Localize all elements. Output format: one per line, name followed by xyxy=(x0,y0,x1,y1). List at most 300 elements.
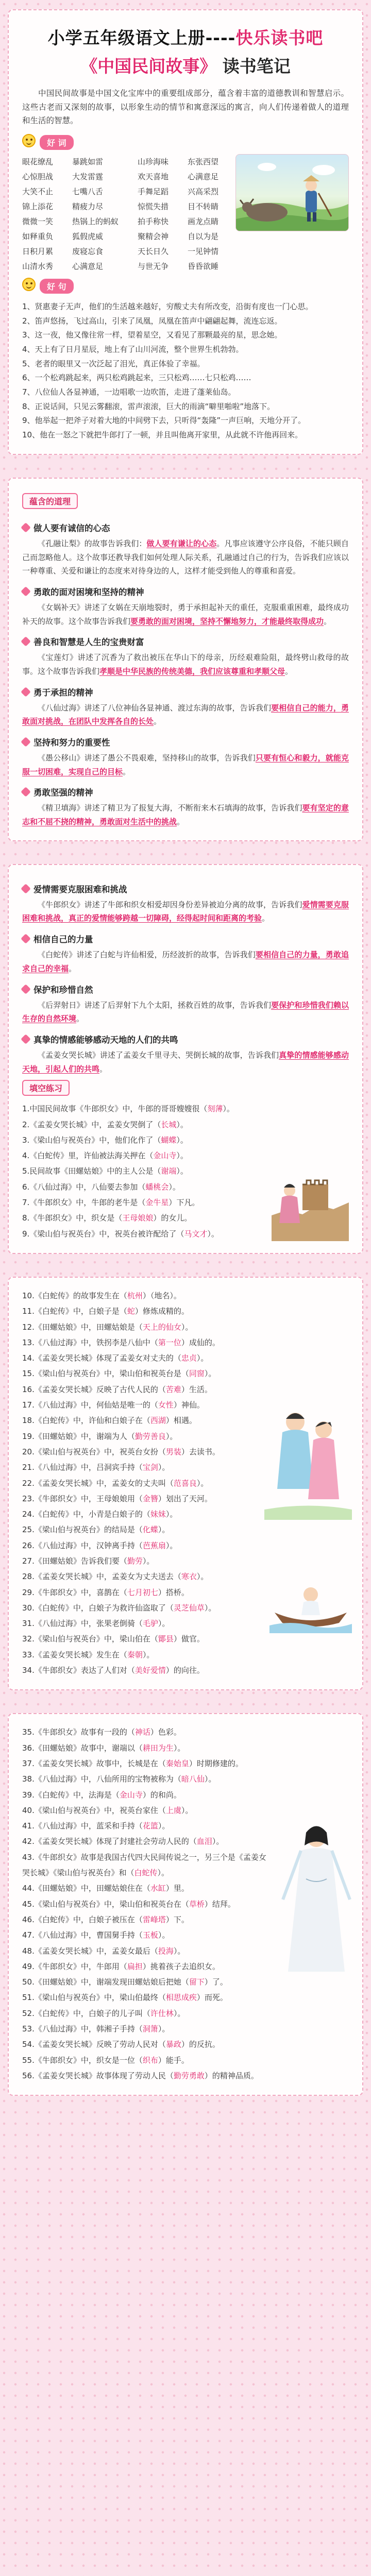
quiz-question: 48.《孟姜女哭长城》中，孟姜女最后（ xyxy=(22,1946,158,1956)
quiz-answer: 谢端 xyxy=(161,1166,177,1176)
moral-heading xyxy=(22,933,349,945)
moral-text-before: 《八仙过海》讲述了八位神仙各显神通、渡过东海的故事，告诉我们 xyxy=(38,703,272,713)
quiz-item xyxy=(22,1476,261,1491)
quiz-question: 30.《白蛇传》中，白娘子为救许仙盗取了（ xyxy=(22,1603,174,1613)
quiz-item xyxy=(22,1319,261,1335)
moral-heading xyxy=(22,736,349,748)
moral-heading xyxy=(22,786,349,798)
good-sentences-tag: 好 句 xyxy=(40,279,74,294)
quiz-question: 46.《白蛇传》中，白娘子被压在（ xyxy=(22,1914,143,1924)
quiz-answer: 勤劳勇敢 xyxy=(173,2071,205,2080)
quiz-answer: 苦难 xyxy=(165,1384,181,1394)
good-word: 天长日久 xyxy=(138,246,169,256)
quiz-item xyxy=(22,1803,272,1818)
quiz-question: 16.《孟姜女哭长城》反映了古代人民的（ xyxy=(22,1384,166,1394)
quiz-end: ）。 xyxy=(165,1510,178,1519)
quiz-item xyxy=(22,1756,272,1771)
quiz-end: ）而死。 xyxy=(196,1993,228,2003)
good-word: 一见钟情 xyxy=(188,246,219,256)
good-word: 昏昏欲睡 xyxy=(188,261,219,271)
quiz-question: 52.《白蛇传》中，白娘子的儿子叫（ xyxy=(22,2008,150,2018)
quiz-answer: 范喜良 xyxy=(173,1478,197,1488)
moral-text-before: 《后羿射日》讲述了后羿射下九个太阳，拯救百姓的故事，告诉我们 xyxy=(38,1000,272,1010)
quiz-end: ）下凡。 xyxy=(168,1198,200,1208)
good-word: 拍手称快 xyxy=(138,216,169,226)
quiz-question: 50.《田螺姑娘》中，谢端发现田螺姑娘后把她（ xyxy=(22,1977,189,1987)
quiz-item xyxy=(22,2053,272,2068)
moral-text-after: 。 xyxy=(76,1014,85,1024)
moral-body xyxy=(22,601,349,628)
good-sentence: 8、正说话间，只见云雾翻滚，雷声滚滚，巨大的雨滴“噼里啪啦”地落下。 xyxy=(22,401,275,411)
moral-text-after: 。 xyxy=(324,616,332,626)
card-morals-2 xyxy=(8,864,363,1254)
quiz-answer: 美好爱情 xyxy=(134,1666,166,1675)
quiz-question: 41.《八仙过海》中，蓝采和手持（ xyxy=(22,1821,143,1831)
quiz-end: ）相遇。 xyxy=(165,1416,197,1426)
quiz-answer: 金簪 xyxy=(142,1494,158,1503)
moral-heading xyxy=(22,983,349,995)
quiz-end: ）。 xyxy=(223,1104,234,1114)
moral-text-after: 。 xyxy=(123,767,131,776)
quiz-item xyxy=(22,1569,261,1584)
moral-heading xyxy=(22,686,349,698)
good-word: 精疲力尽 xyxy=(72,201,104,211)
quiz-answer: 天上的仙女 xyxy=(142,1322,181,1332)
quiz-end: ）。 xyxy=(204,1369,216,1379)
good-sentence: 2、笛声悠扬，飞过高山，引来了凤凰，凤凰在笛声中翩翩起舞，流连忘返。 xyxy=(22,316,282,326)
quiz-item xyxy=(22,1288,261,1303)
good-word: 心满意足 xyxy=(72,261,104,271)
quiz-item xyxy=(22,1663,261,1678)
quiz-question: 4.《白蛇传》里，许仙被法海关押在（ xyxy=(22,1151,154,1161)
moral-text-after: 。 xyxy=(177,817,185,827)
quiz-question: 12.《田螺姑娘》中，田螺姑娘是（ xyxy=(22,1322,143,1332)
moral-highlight: 要相信自己的力量，勇敢追求自己的幸福 xyxy=(22,950,349,973)
good-word: 兴高采烈 xyxy=(188,187,219,196)
quiz-answer: 同窗 xyxy=(189,1369,205,1379)
good-word: 惊慌失措 xyxy=(138,201,169,211)
boat-illustration xyxy=(269,1566,352,1633)
good-word: 欢天喜地 xyxy=(138,172,169,181)
quiz-item xyxy=(22,1506,261,1522)
quiz-question: 6.《八仙过海》中，八仙要去参加（ xyxy=(22,1182,146,1192)
quiz-item xyxy=(22,1724,272,1740)
quiz-question: 38.《八仙过海》中，八仙所用的宝物被称为（ xyxy=(22,1774,181,1784)
good-word: 日积月累 xyxy=(22,246,54,256)
quiz-item xyxy=(22,2037,272,2052)
moral-body xyxy=(22,801,349,828)
quiz-question: 8.《牛郎织女》中，织女是（ xyxy=(22,1213,123,1223)
quiz-item xyxy=(22,1397,261,1413)
moral-text-before: 《白蛇传》讲述了白蛇与许仙相爱，历经波折的故事，告诉我们 xyxy=(38,950,256,960)
quiz-end: ）色彩。 xyxy=(150,1727,181,1737)
moral-text-after: 。 xyxy=(262,913,270,923)
moral-highlight: 做人要有谦让的心态 xyxy=(146,538,217,548)
quiz-end: ）成仙的。 xyxy=(181,1337,220,1347)
quiz-end: ）结拜。 xyxy=(204,1899,235,1909)
quiz-answer: 勤劳善良 xyxy=(134,1431,166,1441)
good-word: 微微一笑 xyxy=(22,216,54,226)
quiz-question: 37.《孟姜女哭长城》故事中，长城是在（ xyxy=(22,1758,166,1768)
moral-text-before: 《孔融让梨》的故事告诉我们： xyxy=(38,538,147,548)
quiz-question: 36.《田螺姑娘》故事中，谢端以（ xyxy=(22,1743,143,1753)
quiz-item xyxy=(22,1631,261,1647)
quiz-answer: 上虞 xyxy=(165,1805,181,1815)
smiley-icon xyxy=(22,278,36,291)
quiz-item xyxy=(22,1959,272,1974)
quiz-answer: 刻薄 xyxy=(207,1104,223,1114)
quiz-answer: 化蝶 xyxy=(142,1525,158,1535)
quiz-answer: 第一位 xyxy=(158,1337,181,1347)
quiz-end: ）。 xyxy=(181,1322,193,1332)
good-word: 七嘴八舌 xyxy=(72,187,104,196)
great-wall-illustration xyxy=(272,1154,349,1241)
moral-highlight: 要勇敢的面对困境，坚持不懈地努力，才能最终取得成功 xyxy=(130,616,324,626)
quiz-end: ）。 xyxy=(157,1868,170,1878)
quiz-end: ）搭桥。 xyxy=(158,1587,189,1597)
quiz-answer: 秦始皇 xyxy=(165,1758,189,1768)
quiz-question: 28.《孟姜女哭长城》中，孟姜女为丈夫送去（ xyxy=(22,1572,181,1582)
quiz-end: ）的反抗。 xyxy=(181,2040,220,2049)
quiz-question: 17.《八仙过海》中，何仙姑是唯一的（ xyxy=(22,1400,158,1410)
quiz-end: ）。 xyxy=(158,1463,170,1472)
moral-text-before: 《愚公移山》讲述了愚公不畏艰难，坚持移山的故事，告诉我们 xyxy=(38,753,256,763)
quiz-answer: 灵芝仙草 xyxy=(173,1603,205,1613)
quiz-end: ）。 xyxy=(196,1478,209,1488)
quiz-end: ）的女儿。 xyxy=(153,1213,192,1223)
quiz-end: ）能手。 xyxy=(158,2055,189,2065)
quiz-answer: 宝剑 xyxy=(142,1463,158,1472)
moral-body xyxy=(22,948,349,975)
quiz-question: 9.《梁山伯与祝英台》中，祝英台被许配给了（ xyxy=(22,1229,184,1239)
moral-text-after: 。凡事应该遵守公序良俗，不能只顾自己而忽略他人。这个故事还教导我们如何处理人际关系，孔融通过自己的行为，告诉我们应该以一种尊重、关爱和谦让的态度来对待身边的人，这样才能受到他人的尊重和喜爱。 xyxy=(22,538,349,576)
card-quiz-2 xyxy=(8,1277,363,1690)
quiz-question: 3.《梁山伯与祝英台》中，他们化作了（ xyxy=(22,1135,161,1145)
quiz-item xyxy=(22,1990,272,2005)
quiz-answer: 雷峰塔 xyxy=(142,1914,166,1924)
good-word: 狐假虎威 xyxy=(72,231,104,241)
quiz-end: ）。 xyxy=(176,1166,188,1176)
quiz-item xyxy=(22,1444,261,1460)
quiz-end: ）生活。 xyxy=(181,1384,212,1394)
quiz-question: 23.《牛郎织女》中，王母娘娘用（ xyxy=(22,1494,143,1503)
page-title xyxy=(22,25,349,49)
page-subtitle xyxy=(22,53,349,77)
quiz-answer: 长城 xyxy=(161,1120,177,1129)
quiz-answer: 花篮 xyxy=(142,1821,158,1831)
moral-heading xyxy=(22,585,349,598)
quiz-item xyxy=(22,1382,261,1397)
quiz-end: ）。 xyxy=(168,1182,180,1192)
quiz-answer: 血泪 xyxy=(196,1837,212,1846)
card-morals xyxy=(8,478,363,841)
quiz-end: ）（地名）。 xyxy=(142,1291,181,1300)
quiz-end: ）。 xyxy=(207,1229,219,1239)
quiz-item xyxy=(22,1101,349,1116)
quiz-question: 54.《孟姜女哭长城》反映了劳动人民对（ xyxy=(22,2040,166,2049)
quiz-end: ）。 xyxy=(204,1603,216,1613)
quiz-end: ）。 xyxy=(204,1774,216,1784)
moral-heading-text: 爱情需要克服困难和挑战 xyxy=(33,884,127,894)
quiz-question: 34.《牛郎织女》表达了人们对（ xyxy=(22,1666,135,1675)
quiz-item xyxy=(22,1553,261,1569)
quiz-end: ）。 xyxy=(196,1572,209,1582)
quiz-item xyxy=(22,2021,272,2037)
quiz-item xyxy=(22,1912,272,1927)
good-sentence: 6、一个松鸡跳起来，两只松鸡跳起来，三只松鸡……七只松鸡…… xyxy=(22,373,251,383)
quiz-end: ）。 xyxy=(176,1120,188,1129)
quiz-question: 22.《孟姜女哭长城》中，孟姜女的丈夫叫（ xyxy=(22,1478,174,1488)
quiz-question: 49.《牛郎织女》中，牛郎用（ xyxy=(22,1961,127,1971)
moral-heading-text: 坚持和努力的重要性 xyxy=(33,738,110,748)
quiz-question: 40.《梁山伯与祝英台》中，祝英台家住（ xyxy=(22,1805,166,1815)
moral-heading-text: 勇于承担的精神 xyxy=(33,687,93,698)
good-word: 心惊胆战 xyxy=(22,172,54,181)
title-prefix: 小学五年级语文上册---- xyxy=(47,28,236,48)
quiz-item xyxy=(22,1366,261,1381)
morals-2-wrap xyxy=(22,875,349,1076)
quiz-item xyxy=(22,1818,272,1834)
quiz-end: ）。 xyxy=(158,1619,170,1629)
quiz-end: ）。 xyxy=(173,1743,185,1753)
quiz-answer: 蟠桃会 xyxy=(145,1182,169,1192)
good-word: 热锅上的蚂蚁 xyxy=(72,216,119,226)
farmer-scene-icon xyxy=(236,155,349,231)
moral-heading-text: 做人要有诚信的心态 xyxy=(33,523,110,533)
quiz-end: ）神仙。 xyxy=(173,1400,205,1410)
moral-heading-text: 相信自己的力量 xyxy=(33,935,93,945)
quiz-answer: 耕田为生 xyxy=(142,1743,174,1753)
quiz-answer: 勤劳 xyxy=(127,1556,143,1566)
lady-illustration xyxy=(278,1817,355,1982)
quiz-end: ）。 xyxy=(212,1837,224,1846)
good-word: 自以为是 xyxy=(188,231,219,241)
quiz-question: 32.《梁山伯与祝英台》中，梁山伯在（ xyxy=(22,1634,158,1644)
couple-illustration xyxy=(264,1401,352,1520)
quiz-end: ）。 xyxy=(142,1556,155,1566)
quiz-item xyxy=(22,1335,261,1350)
quiz-answer: 玉板 xyxy=(142,1930,158,1940)
moral-highlight: 爱情需要克服困难和挑战，真正的爱情能够跨越一切障碍，经得起时间和距离的考验 xyxy=(22,900,349,923)
good-word: 废寝忘食 xyxy=(72,246,104,256)
quiz-answer: 蛇 xyxy=(127,1307,135,1316)
moral-highlight: 真挚的情感能够感动天地，引起人们的共鸣 xyxy=(22,1050,349,1074)
quiz-item xyxy=(22,1117,349,1132)
quiz-end: ）挑着孩子去追织女。 xyxy=(142,1961,220,1971)
morals-2-list xyxy=(22,875,349,1076)
quiz-question: 26.《八仙过海》中，汉钟离手持（ xyxy=(22,1540,143,1550)
good-word: 心满意足 xyxy=(188,172,219,181)
quiz-answer: 神话 xyxy=(134,1727,150,1737)
quiz-answer: 鄮县 xyxy=(158,1634,174,1644)
quiz-answer: 寒衣 xyxy=(181,1572,197,1582)
quiz-item xyxy=(22,1303,261,1319)
quiz-end: ）。 xyxy=(142,1650,155,1659)
good-sentence: 10、他在一怒之下就把牛郎打了一顿，并且叫他离开家里，从此就不许他再回来。 xyxy=(22,430,303,440)
moral-heading xyxy=(22,521,349,534)
quiz-item xyxy=(22,1927,272,1943)
quiz-question: 14.《孟姜女哭长城》体现了孟姜女对丈夫的（ xyxy=(22,1353,181,1363)
quiz-end: ）了。 xyxy=(204,1977,228,1987)
good-sentences-heading xyxy=(22,272,349,298)
quiz-item xyxy=(22,1585,261,1600)
moral-heading xyxy=(22,1033,349,1045)
quiz-end: ）修炼成精的。 xyxy=(134,1307,189,1316)
moral-highlight: 要保护和珍惜我们赖以生存的自然环境 xyxy=(22,1000,349,1024)
good-sentences-list xyxy=(22,300,349,442)
good-word: 暴跳如雷 xyxy=(72,157,104,166)
moral-body xyxy=(22,998,349,1026)
good-words-tag: 好 词 xyxy=(40,135,74,150)
quiz-answer: 白蛇传 xyxy=(134,1868,158,1878)
good-word: 大笑不止 xyxy=(22,187,54,196)
moral-highlight: 要相信自己的能力，勇敢面对挑战，在团队中发挥各自的长处 xyxy=(22,703,349,726)
quiz-question: 47.《八仙过海》中，曹国舅手持（ xyxy=(22,1930,143,1940)
moral-heading-text: 勇敢的面对困境和坚持的精神 xyxy=(33,587,144,597)
good-word: 聚精会神 xyxy=(138,231,169,241)
quiz-answer: 洞箫 xyxy=(142,2024,158,2034)
diamond-icon xyxy=(21,636,31,647)
good-sentence: 7、八位仙人各显神通，一边唱歌一边吹笛，走进了蓬莱仙岛。 xyxy=(22,387,236,397)
moral-heading xyxy=(22,635,349,648)
quiz-item xyxy=(22,1538,261,1553)
quiz-answer: 相思成疾 xyxy=(165,1993,197,2003)
good-words-grid xyxy=(22,154,230,272)
farmer-illustration xyxy=(235,154,349,231)
quiz-question: 1.中国民间故事《牛郎织女》中，牛郎的哥哥嫂嫂很（ xyxy=(22,1104,208,1114)
quiz-end: ）时期修建的。 xyxy=(189,1758,243,1768)
moral-text-before: 《女娲补天》讲述了女娲在天崩地裂时，勇于承担起补天的重任，克服重重困难，最终成功补天的故事。这个故事告诉我们 xyxy=(22,602,349,626)
moral-body xyxy=(22,751,349,778)
quiz-item xyxy=(22,1600,261,1616)
quiz-end: ）去读书。 xyxy=(181,1447,220,1456)
morals-list xyxy=(22,521,349,829)
book-name: 《中国民间故事》 xyxy=(80,56,217,76)
quiz-item xyxy=(22,1616,261,1631)
diamond-icon xyxy=(21,586,31,597)
quiz-end: ）。 xyxy=(176,1135,188,1145)
quiz-tag: 填空练习 xyxy=(22,1080,70,1096)
quiz-question: 56.《孟姜女哭长城》故事体现了劳动人民（ xyxy=(22,2071,174,2080)
moral-body xyxy=(22,1048,349,1076)
quiz-item xyxy=(22,1771,272,1787)
diamond-icon xyxy=(21,984,31,994)
quiz-question: 18.《白蛇传》中，许仙和白娘子在（ xyxy=(22,1416,150,1426)
quiz-item xyxy=(22,1880,272,1896)
moral-text-after: 。 xyxy=(69,963,77,973)
diamond-icon xyxy=(21,787,31,798)
quiz-question: 55.《牛郎织女》中，织女是一位（ xyxy=(22,2055,143,2065)
quiz-answer: 马文才 xyxy=(184,1229,208,1239)
quiz-item xyxy=(22,1974,272,1990)
quiz-item xyxy=(22,1740,272,1756)
moral-highlight: 只要有恒心和毅力，就能克服一切困难，实现自己的目标 xyxy=(22,753,349,776)
quiz-answer: 暗八仙 xyxy=(181,1774,205,1784)
good-word: 东张西望 xyxy=(188,157,219,166)
quiz-question: 45.《梁山伯与祝英台》中，梁山伯和祝英台在（ xyxy=(22,1899,189,1909)
quiz-answer: 留下 xyxy=(189,1977,205,1987)
quiz-item xyxy=(22,1413,261,1428)
good-word: 目不转睛 xyxy=(188,201,219,211)
moral-body xyxy=(22,701,349,728)
moral-heading-text: 善良和智慧是人生的宝贵财富 xyxy=(33,637,144,648)
moral-heading xyxy=(22,883,349,895)
moral-body xyxy=(22,898,349,925)
diamond-icon xyxy=(21,1034,31,1044)
quiz-question: 15.《梁山伯与祝英台》中，梁山伯和祝英台是（ xyxy=(22,1369,189,1379)
quiz-question: 29.《牛郎织女》中，喜鹊在（ xyxy=(22,1587,127,1597)
moral-heading-text: 保护和珍惜自然 xyxy=(33,985,93,995)
moral-text-before: 《宝莲灯》讲述了沉香为了救出被压在华山下的母亲，历经艰难险阻，最终劈山救母的故事。这个故事告诉我们 xyxy=(22,653,349,676)
quiz-question: 11.《白蛇传》中，白娘子是（ xyxy=(22,1307,127,1316)
quiz-answer: 金山寺 xyxy=(153,1151,177,1161)
quiz-question: 13.《八仙过海》中，铁拐李是八仙中（ xyxy=(22,1337,158,1347)
quiz-item xyxy=(22,1943,272,1959)
quiz-question: 10.《白蛇传》的故事发生在（ xyxy=(22,1291,127,1300)
quiz-end: ）。 xyxy=(158,1525,170,1535)
quiz-item xyxy=(22,1132,349,1148)
quiz-question: 35.《牛郎织女》故事有一段的（ xyxy=(22,1727,135,1737)
quiz-question: 42.《孟姜女哭长城》体现了封建社会劳动人民的（ xyxy=(22,1837,197,1846)
quiz-answer: 女性 xyxy=(158,1400,174,1410)
quiz-end: ）。 xyxy=(158,1930,170,1940)
moral-text-after: 。 xyxy=(154,717,162,726)
quiz-item xyxy=(22,1850,272,1881)
moral-body xyxy=(22,651,349,678)
quiz-answer: 忠贞 xyxy=(181,1353,197,1363)
quiz-end: ）。 xyxy=(158,1821,170,1831)
quiz-item xyxy=(22,1350,261,1366)
card-intro xyxy=(8,9,363,455)
good-words-heading xyxy=(22,128,349,154)
good-word: 大发雷霆 xyxy=(72,172,104,181)
diamond-icon xyxy=(21,522,31,533)
good-word: 山珍海味 xyxy=(138,157,169,166)
quiz-answer: 芭蕉扇 xyxy=(142,1540,166,1550)
quiz-end: ）。 xyxy=(176,1151,188,1161)
title-highlight: 快乐读书吧 xyxy=(235,28,324,48)
quiz-question: 21.《八仙过海》中，吕洞宾手持（ xyxy=(22,1463,143,1472)
quiz-answer: 投海 xyxy=(158,1946,174,1956)
quiz-item xyxy=(22,1460,261,1475)
quiz-item xyxy=(22,1522,261,1537)
morals-tag: 蕴含的道理 xyxy=(22,493,78,509)
quiz-end: ）。 xyxy=(173,1946,185,1956)
quiz-end: ）。 xyxy=(181,1805,193,1815)
quiz-answer: 妹妹 xyxy=(150,1510,166,1519)
quiz-end: ）里。 xyxy=(165,1884,189,1893)
quiz-item xyxy=(22,2068,272,2083)
moral-heading-text: 勇敢坚强的精神 xyxy=(33,788,93,798)
smiley-icon xyxy=(22,134,36,147)
quiz-answer: 七月初七 xyxy=(127,1587,158,1597)
quiz-question: 25.《梁山伯与祝英台》的结局是（ xyxy=(22,1525,143,1535)
title-suffix: 读书笔记 xyxy=(222,56,291,76)
quiz-answer: 水缸 xyxy=(150,1884,166,1893)
good-sentence: 9、他举起一把斧子对着大地的中间劈下去，只听得“轰隆”一声巨响，天地分开了。 xyxy=(22,416,306,426)
moral-text-before: 《精卫填海》讲述了精卫为了报复大海，不断衔来木石填海的故事，告诉我们 xyxy=(38,803,302,813)
good-sentence: 5、老者的眼里又一次泛起了泪光，真正体验了幸福。 xyxy=(22,359,205,368)
quiz-answer: 男装 xyxy=(165,1447,181,1456)
quiz-answer: 毛驴 xyxy=(142,1619,158,1629)
moral-text-after: 。 xyxy=(99,1064,108,1074)
quiz-item xyxy=(22,1787,272,1803)
quiz-question: 39.《白蛇传》中，法海是（ xyxy=(22,1790,120,1800)
quiz-answer: 秦朝 xyxy=(127,1650,143,1659)
quiz-question: 31.《八仙过海》中，张果老倒骑（ xyxy=(22,1619,143,1629)
quiz-end: ）。 xyxy=(165,1431,178,1441)
quiz-question: 20.《梁山伯与祝英台》中，祝英台女扮（ xyxy=(22,1447,166,1456)
